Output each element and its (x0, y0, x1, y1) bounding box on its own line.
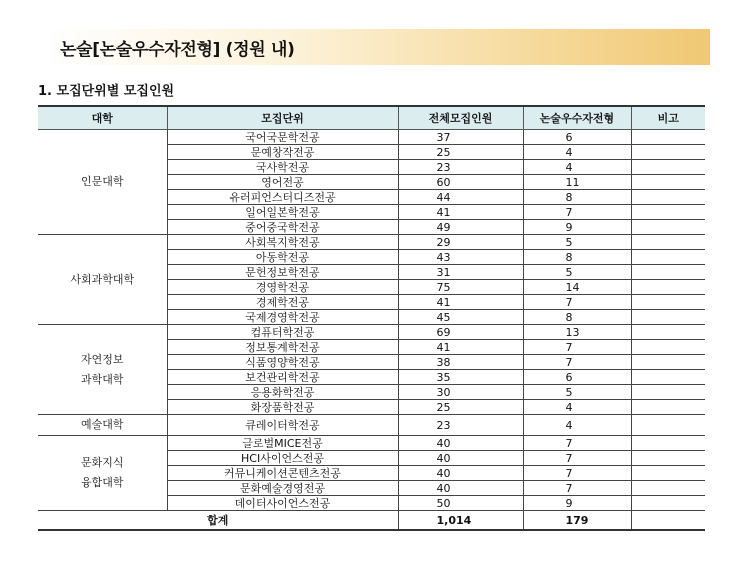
unit-cell: 식품영양학전공 (167, 355, 398, 370)
total-count-cell: 40 (398, 481, 523, 496)
college-name-line: 사회과학대학 (70, 272, 135, 286)
essay-count-cell: 6 (523, 130, 631, 145)
total-count-cell: 41 (398, 340, 523, 355)
college-name-line: 인문대학 (80, 175, 124, 188)
unit-cell: 응용화학전공 (167, 385, 398, 400)
total-count-cell: 44 (398, 190, 523, 205)
table-row (38, 235, 705, 250)
unit-cell: 문예창작전공 (167, 145, 398, 160)
unit-cell: 데이터사이언스전공 (167, 496, 398, 511)
unit-cell: HCI사이언스전공 (167, 451, 398, 466)
total-note-cell (631, 511, 705, 531)
total-count-sum: 1,014 (398, 511, 523, 531)
table-row (38, 325, 705, 340)
table-body (38, 130, 705, 531)
essay-count-cell: 5 (523, 265, 631, 280)
note-cell (631, 496, 705, 511)
total-label: 합계 (38, 511, 398, 531)
essay-count-cell: 6 (523, 370, 631, 385)
total-count-cell: 30 (398, 385, 523, 400)
total-count-cell: 29 (398, 235, 523, 250)
note-cell (631, 220, 705, 235)
essay-count-cell: 5 (523, 385, 631, 400)
total-count-cell: 37 (398, 130, 523, 145)
unit-cell: 문화예술경영전공 (167, 481, 398, 496)
note-cell (631, 250, 705, 265)
total-count-cell: 38 (398, 355, 523, 370)
unit-cell: 일어일본학전공 (167, 205, 398, 220)
unit-cell: 국제경영학전공 (167, 310, 398, 325)
note-cell (631, 130, 705, 145)
total-count-cell: 45 (398, 310, 523, 325)
essay-count-cell: 7 (523, 436, 631, 451)
total-count-cell: 31 (398, 265, 523, 280)
essay-count-cell: 7 (523, 355, 631, 370)
table-row (38, 130, 705, 145)
header-essay: 논술우수자전형 (523, 106, 631, 130)
unit-cell: 아동학전공 (167, 250, 398, 265)
essay-count-cell: 4 (523, 145, 631, 160)
unit-cell: 정보통계학전공 (167, 340, 398, 355)
note-cell (631, 415, 705, 436)
total-count-cell: 40 (398, 466, 523, 481)
essay-count-cell: 11 (523, 175, 631, 190)
total-count-cell: 23 (398, 415, 523, 436)
college-name-line: 융합대학 (80, 476, 124, 489)
total-count-cell: 41 (398, 205, 523, 220)
header-total: 전체모집인원 (398, 106, 523, 130)
header-college: 대학 (38, 106, 167, 130)
essay-count-cell: 9 (523, 496, 631, 511)
note-cell (631, 325, 705, 340)
essay-count-cell: 8 (523, 190, 631, 205)
unit-cell: 화장품학전공 (167, 400, 398, 415)
college-cell (38, 436, 167, 511)
total-count-cell: 60 (398, 175, 523, 190)
unit-cell: 컴퓨터학전공 (167, 325, 398, 340)
total-row (38, 511, 705, 531)
unit-cell: 경영학전공 (167, 280, 398, 295)
note-cell (631, 235, 705, 250)
table-header-row (38, 106, 705, 130)
note-cell (631, 190, 705, 205)
note-cell (631, 175, 705, 190)
college-name-line: 문화지식 (80, 456, 124, 469)
unit-cell: 영어전공 (167, 175, 398, 190)
admissions-table (38, 105, 705, 531)
unit-cell: 사회복지학전공 (167, 235, 398, 250)
total-count-cell: 40 (398, 436, 523, 451)
college-cell (38, 235, 167, 325)
essay-count-sum: 179 (523, 511, 631, 531)
unit-cell: 문헌정보학전공 (167, 265, 398, 280)
total-count-cell: 25 (398, 145, 523, 160)
note-cell (631, 145, 705, 160)
total-count-cell: 69 (398, 325, 523, 340)
essay-count-cell: 7 (523, 466, 631, 481)
note-cell (631, 160, 705, 175)
unit-cell: 보건관리학전공 (167, 370, 398, 385)
unit-cell: 국사학전공 (167, 160, 398, 175)
table-row (38, 415, 705, 436)
note-cell (631, 295, 705, 310)
note-cell (631, 370, 705, 385)
header-unit: 모집단위 (167, 106, 398, 130)
page-title: 논술[논술우수자전형] (정원 내) (60, 40, 295, 60)
total-count-cell: 43 (398, 250, 523, 265)
note-cell (631, 280, 705, 295)
total-count-cell: 35 (398, 370, 523, 385)
college-name-line: 과학대학 (80, 372, 124, 386)
essay-count-cell: 14 (523, 280, 631, 295)
unit-cell: 유러피언스터디즈전공 (167, 190, 398, 205)
section-heading: 1. 모집단위별 모집인원 (38, 84, 175, 99)
college-cell (38, 415, 167, 436)
total-count-cell: 40 (398, 451, 523, 466)
essay-count-cell: 7 (523, 340, 631, 355)
unit-cell: 큐레이터학전공 (167, 415, 398, 436)
total-count-cell: 25 (398, 400, 523, 415)
essay-count-cell: 7 (523, 481, 631, 496)
essay-count-cell: 4 (523, 415, 631, 436)
college-cell (38, 130, 167, 235)
unit-cell: 중어중국학전공 (167, 220, 398, 235)
essay-count-cell: 8 (523, 310, 631, 325)
essay-count-cell: 7 (523, 451, 631, 466)
note-cell (631, 466, 705, 481)
total-count-cell: 50 (398, 496, 523, 511)
essay-count-cell: 4 (523, 400, 631, 415)
essay-count-cell: 8 (523, 250, 631, 265)
essay-count-cell: 7 (523, 205, 631, 220)
note-cell (631, 481, 705, 496)
college-cell (38, 325, 167, 415)
note-cell (631, 310, 705, 325)
note-cell (631, 385, 705, 400)
total-count-cell: 41 (398, 295, 523, 310)
note-cell (631, 400, 705, 415)
note-cell (631, 451, 705, 466)
college-name-line: 예술대학 (80, 418, 124, 431)
total-count-cell: 49 (398, 220, 523, 235)
note-cell (631, 436, 705, 451)
essay-count-cell: 4 (523, 160, 631, 175)
unit-cell: 경제학전공 (167, 295, 398, 310)
essay-count-cell: 5 (523, 235, 631, 250)
note-cell (631, 205, 705, 220)
title-banner (44, 29, 710, 65)
college-name-line: 자연정보 (80, 352, 124, 366)
unit-cell: 글로벌MICE전공 (167, 436, 398, 451)
note-cell (631, 355, 705, 370)
table-row (38, 436, 705, 451)
essay-count-cell: 9 (523, 220, 631, 235)
unit-cell: 국어국문학전공 (167, 130, 398, 145)
unit-cell: 커뮤니케이션콘텐츠전공 (167, 466, 398, 481)
header-note: 비고 (631, 106, 705, 130)
essay-count-cell: 7 (523, 295, 631, 310)
note-cell (631, 340, 705, 355)
total-count-cell: 23 (398, 160, 523, 175)
note-cell (631, 265, 705, 280)
total-count-cell: 75 (398, 280, 523, 295)
essay-count-cell: 13 (523, 325, 631, 340)
